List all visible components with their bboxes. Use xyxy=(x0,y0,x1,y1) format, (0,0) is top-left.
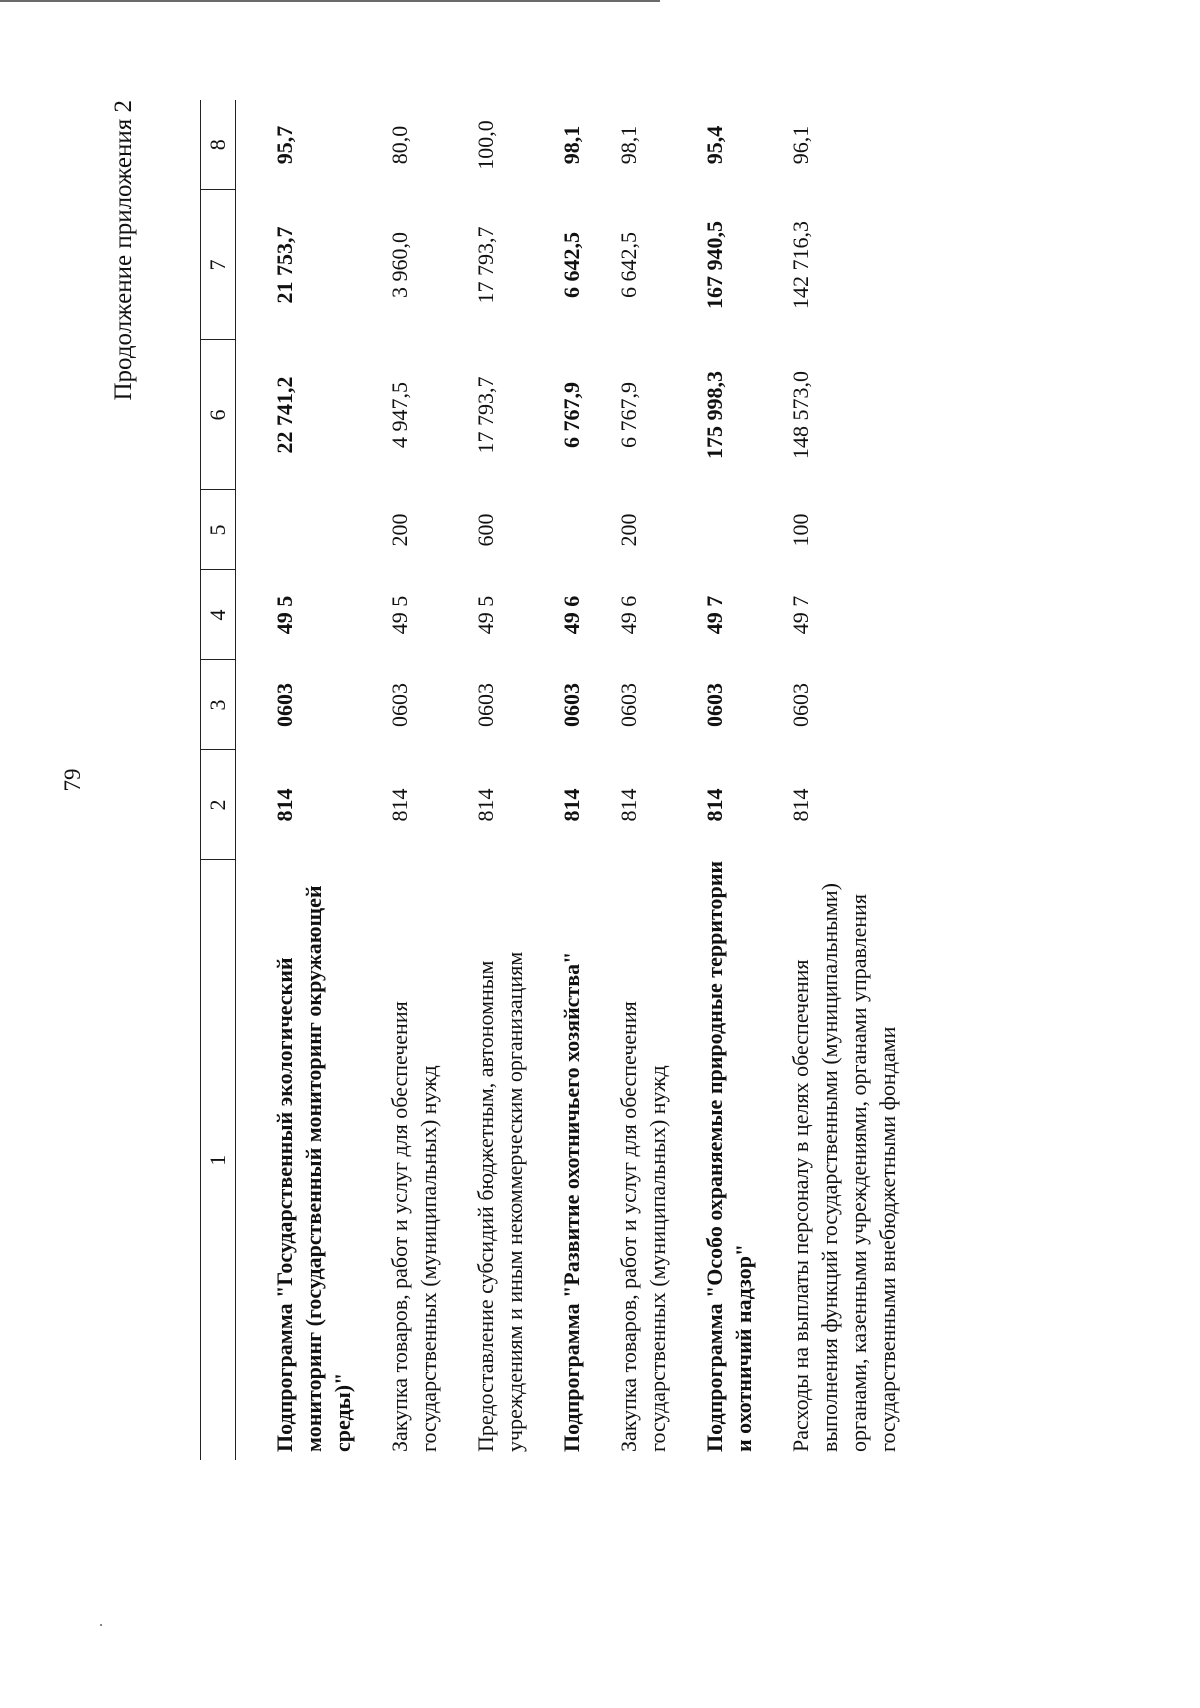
execution-percent: 95,7 xyxy=(272,125,297,165)
executed-amount: 6 642,5 xyxy=(559,232,585,298)
ministry-code: 814 xyxy=(387,788,413,822)
section-code: 0603 xyxy=(702,683,728,727)
planned-amount: 148 573,0 xyxy=(788,371,814,459)
target-article-code: 49 6 xyxy=(559,595,585,635)
ministry-code: 814 xyxy=(702,788,728,822)
planned-amount: 175 998,3 xyxy=(702,371,728,459)
table-row xyxy=(758,100,902,1460)
execution-percent: 96,1 xyxy=(788,125,814,165)
executed-amount: 3 960,0 xyxy=(387,232,413,298)
section-code: 0603 xyxy=(387,683,413,727)
ministry-code: 814 xyxy=(272,788,297,822)
planned-amount: 22 741,2 xyxy=(272,376,297,454)
column-header-7: 7 xyxy=(201,190,236,340)
row-description: Подпрограмма "Государственный экологический мониторинг (государственный мониторинг окружающей среды)" xyxy=(272,885,356,1452)
column-header-1: 1 xyxy=(201,860,236,1460)
column-header-4: 4 xyxy=(201,570,236,660)
section-code: 0603 xyxy=(272,683,297,727)
section-code: 0603 xyxy=(788,683,814,727)
appendix-table xyxy=(200,100,903,1460)
column-header-3: 3 xyxy=(201,660,236,750)
column-header-5: 5 xyxy=(201,490,236,570)
expense-type-code xyxy=(672,490,758,570)
table-row xyxy=(236,100,358,1460)
column-number-row xyxy=(201,100,236,1460)
ministry-code: 814 xyxy=(559,788,585,822)
page-number: 79 xyxy=(60,768,85,792)
expense-type-code: 200 xyxy=(616,513,642,547)
planned-amount: 6 767,9 xyxy=(559,382,585,448)
column-header-8: 8 xyxy=(201,100,236,190)
table-row xyxy=(443,100,529,1460)
planned-amount: 4 947,5 xyxy=(387,382,413,448)
expense-type-code: 600 xyxy=(473,513,499,547)
ministry-code: 814 xyxy=(473,788,499,822)
section-code: 0603 xyxy=(616,683,642,727)
expense-type-code: 100 xyxy=(788,513,814,547)
row-description: Предоставление субсидий бюджетным, автономным учреждениям и иным некоммерческим организациям xyxy=(473,951,528,1452)
target-article-code: 49 7 xyxy=(788,595,814,635)
execution-percent: 98,1 xyxy=(616,125,642,165)
table-row xyxy=(586,100,672,1460)
scan-speck xyxy=(100,1624,102,1626)
scan-top-edge xyxy=(0,0,660,2)
execution-percent: 98,1 xyxy=(559,125,585,165)
ministry-code: 814 xyxy=(788,788,814,822)
table-row xyxy=(529,100,586,1460)
table-row xyxy=(357,100,443,1460)
target-article-code: 49 5 xyxy=(387,595,413,635)
execution-percent: 95,4 xyxy=(702,125,728,165)
executed-amount: 21 753,7 xyxy=(272,226,297,304)
row-description: Закупка товаров, работ и услуг для обеспечения государственных (муниципальных) нужд xyxy=(616,1001,671,1452)
expense-type-code: 200 xyxy=(387,513,413,547)
section-code: 0603 xyxy=(473,683,499,727)
expense-type-code xyxy=(529,490,586,570)
ministry-code: 814 xyxy=(616,788,642,822)
planned-amount: 17 793,7 xyxy=(473,376,499,454)
executed-amount: 142 716,3 xyxy=(788,221,814,309)
target-article-code: 49 5 xyxy=(272,595,297,635)
execution-percent: 80,0 xyxy=(387,125,413,165)
row-description: Расходы на выплаты персоналу в целях обеспечения выполнения функций государственными (муниципальными) органами, казенными учреждениями, органами управления государственными внебюджетными фондами xyxy=(788,883,901,1452)
expense-type-code xyxy=(236,490,358,570)
column-header-2: 2 xyxy=(201,750,236,860)
row-description: Подпрограмма "Развитие охотничьего хозяйства" xyxy=(559,951,585,1452)
rotated-page xyxy=(60,100,1000,1460)
executed-amount: 17 793,7 xyxy=(473,226,499,304)
row-description: Закупка товаров, работ и услуг для обеспечения государственных (муниципальных) нужд xyxy=(387,1001,442,1452)
executed-amount: 167 940,5 xyxy=(702,221,728,309)
execution-percent: 100,0 xyxy=(473,120,499,170)
target-article-code: 49 5 xyxy=(473,595,499,635)
column-header-6: 6 xyxy=(201,340,236,490)
target-article-code: 49 7 xyxy=(702,595,728,635)
planned-amount: 6 767,9 xyxy=(616,382,642,448)
continuation-caption: Продолжение приложения 2 xyxy=(110,100,137,401)
table-row xyxy=(672,100,758,1460)
section-code: 0603 xyxy=(559,683,585,727)
row-description: Подпрограмма "Особо охраняемые природные территории и охотничий надзор" xyxy=(702,860,757,1452)
target-article-code: 49 6 xyxy=(616,595,642,635)
executed-amount: 6 642,5 xyxy=(616,232,642,298)
